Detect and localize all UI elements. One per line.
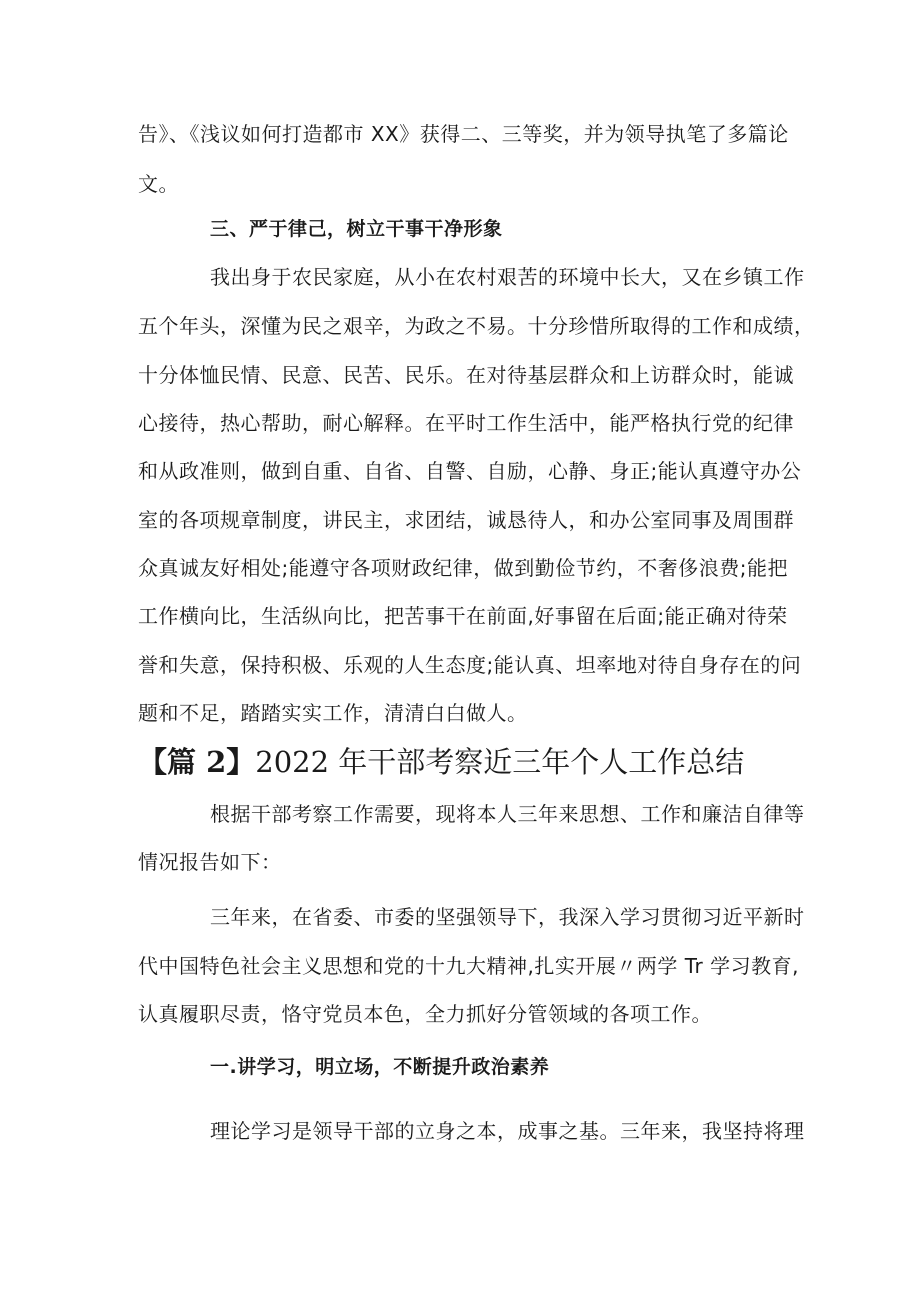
paragraph-line: 誉和失意，保持积极、乐观的人生态度;能认真、坦率地对待自身存在的问: [138, 653, 802, 677]
paragraph-line: 根据干部考察工作需要，现将本人三年来思想、工作和廉洁自律等: [210, 802, 805, 826]
paragraph-line: 心接待，热心帮助，耐心解释。在平时工作生活中，能严格执行党的纪律: [138, 411, 794, 435]
paragraph-line: 五个年头，深懂为民之艰辛，为政之不易。十分珍惜所取得的工作和成绩，: [138, 314, 815, 338]
article-label: 【篇 2】: [138, 745, 256, 779]
paragraph-line: 题和不足，踏踏实实工作，清清白白做人。: [138, 701, 528, 725]
paragraph-line: 室的各项规章制度，讲民主，求团结，诚恳待人，和办公室同事及周围群: [138, 508, 794, 532]
paragraph-line: 告》、《浅议如何打造都市 XX》获得二、三等奖，并为领导执笔了多篇论: [138, 122, 789, 146]
section-heading: 一.讲学习，明立场，不断提升政治素养: [210, 1056, 550, 1078]
paragraph-line: 认真履职尽责，恪守党员本色，全力抓好分管领域的各项工作。: [138, 1002, 712, 1026]
paragraph-line: 三年来，在省委、市委的坚强领导下，我深入学习贯彻习近平新时: [210, 905, 805, 929]
paragraph-line: 和从政准则，做到自重、自省、自警、自励，心静、身正;能认真遵守办公: [138, 459, 802, 483]
paragraph-line: 理论学习是领导干部的立身之本，成事之基。三年来，我坚持将理: [210, 1119, 805, 1143]
article-title: [138, 744, 744, 780]
paragraph-line: 文。: [138, 172, 179, 196]
section-heading: 三、严于律己，树立干事干净形象: [210, 218, 503, 240]
article-title-text: 2022 年干部考察近三年个人工作总结: [255, 745, 745, 779]
paragraph-line: 我出身于农民家庭，从小在农村艰苦的环境中长大，又在乡镇工作: [210, 265, 805, 289]
paragraph-line: 众真诚友好相处;能遵守各项财政纪律，做到勤俭节约，不奢侈浪费;能把: [138, 556, 788, 580]
paragraph-line: 情况报告如下：: [138, 850, 282, 874]
paragraph-line: 工作横向比，生活纵向比，把苦事干在前面,好事留在后面;能正确对待荣: [138, 604, 788, 628]
paragraph-line: 代中国特色社会主义思想和党的十九大精神,扎实开展〃两学 Tr 学习教育,: [138, 954, 799, 978]
paragraph-line: 十分体恤民情、民意、民苦、民乐。在对待基层群众和上访群众时，能诚: [138, 363, 794, 387]
